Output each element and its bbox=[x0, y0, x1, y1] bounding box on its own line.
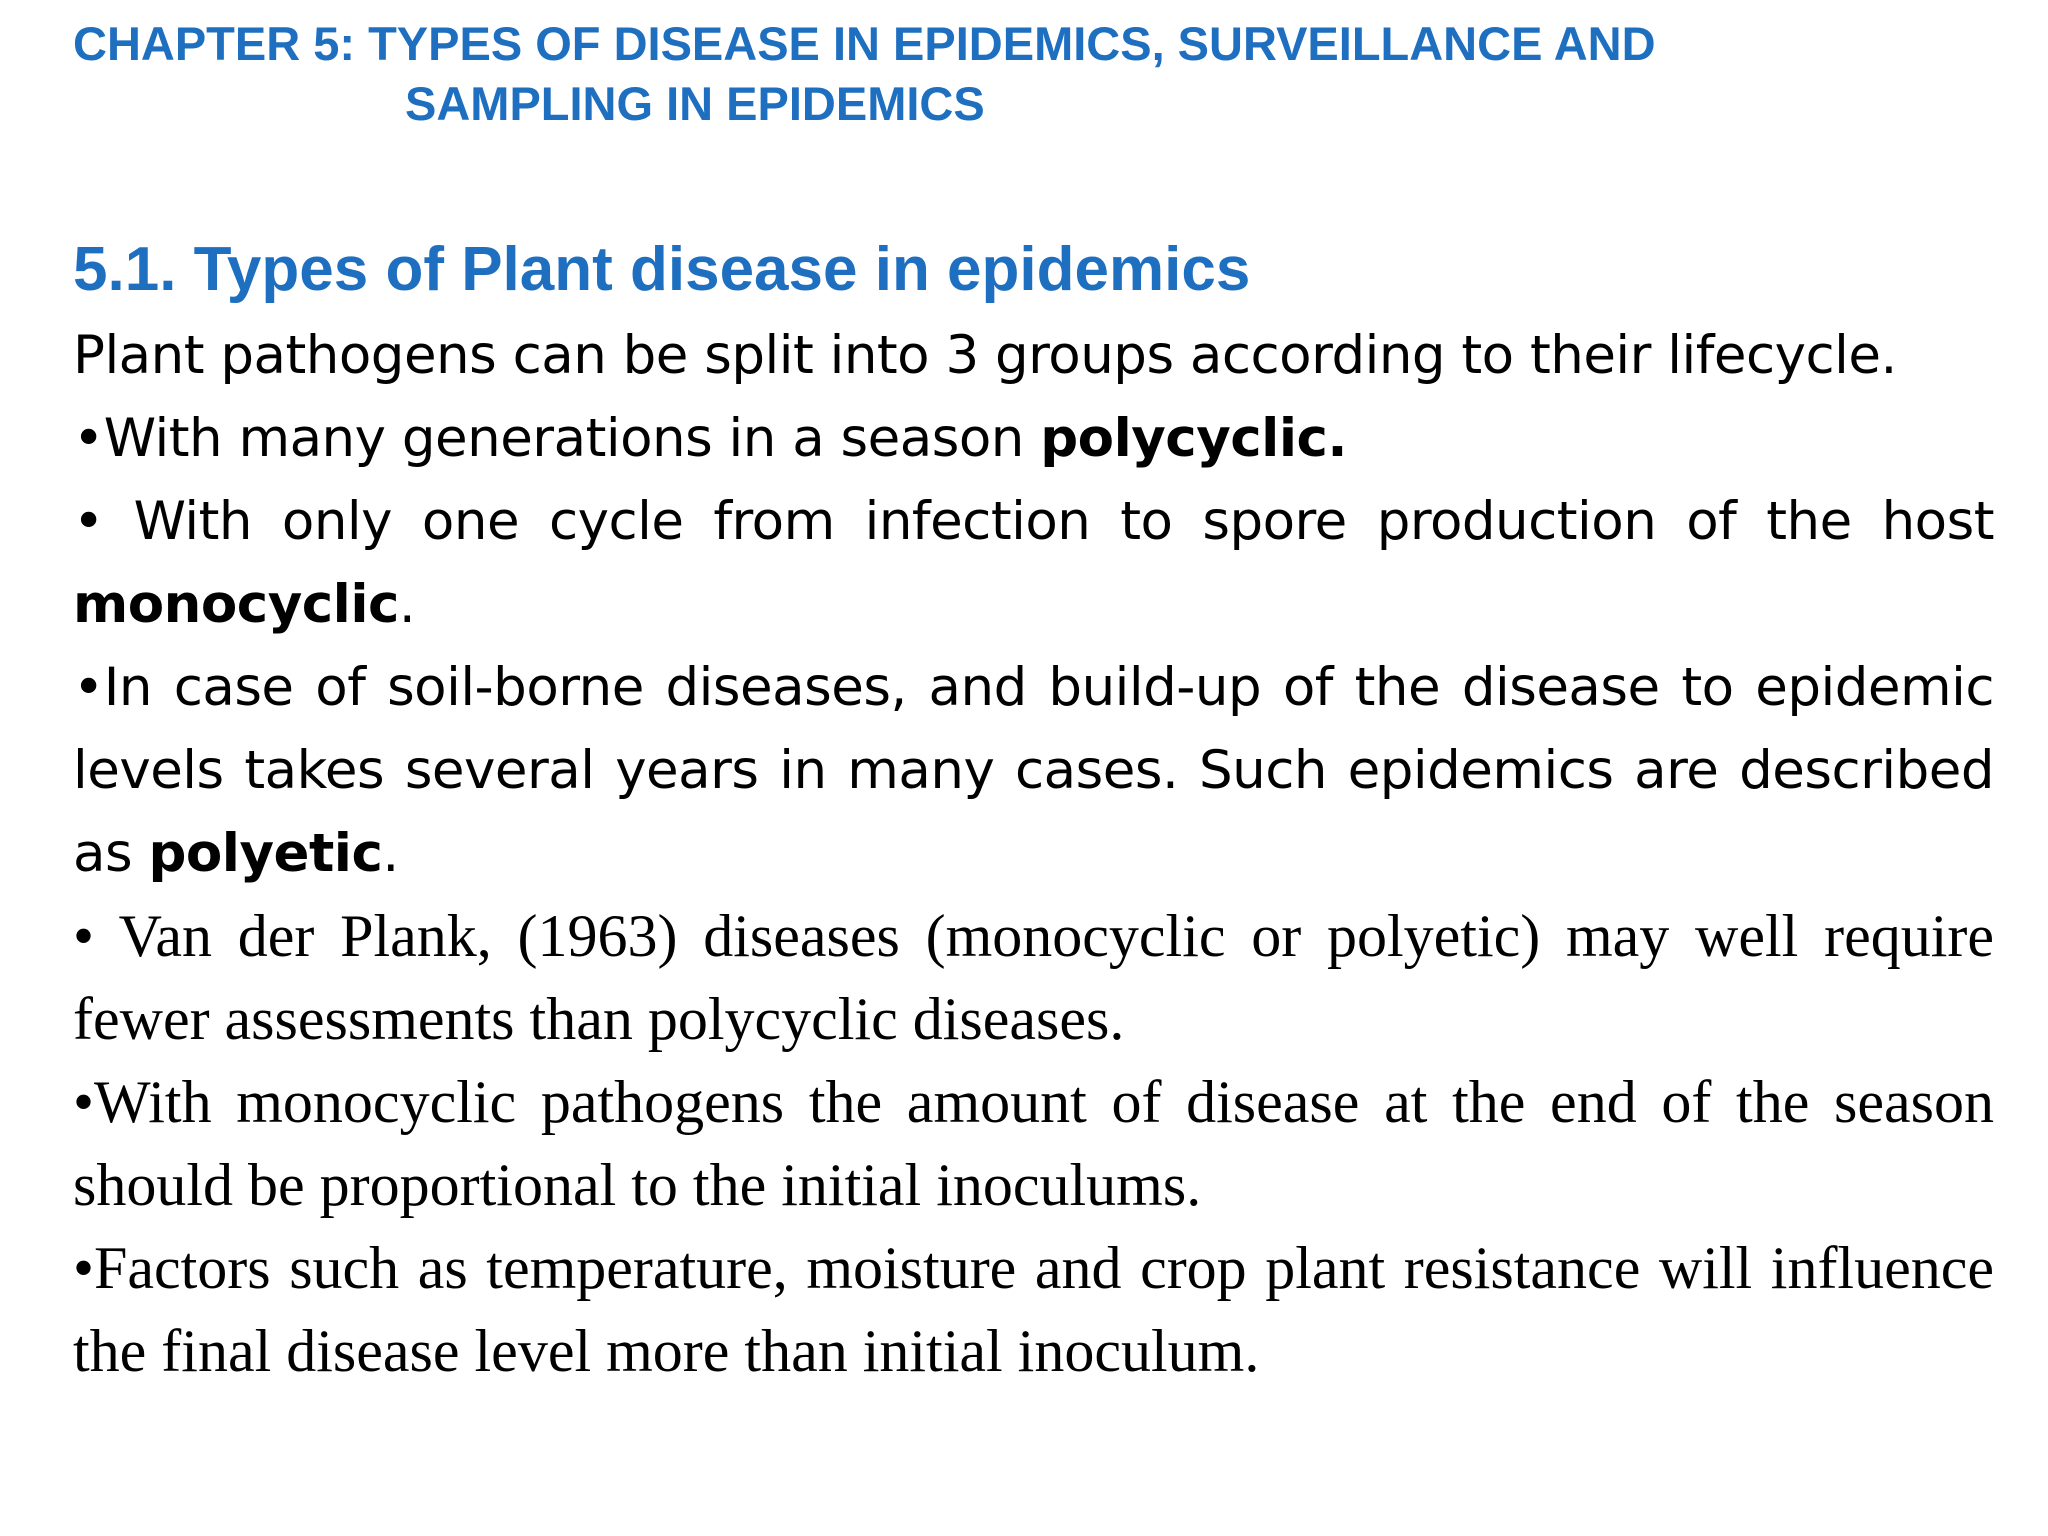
bullet-polycyclic bbox=[73, 397, 1994, 480]
chapter-title-line-2: SAMPLING IN EPIDEMICS bbox=[405, 77, 985, 130]
bullet-monocyclic-text: • With only one cycle from infection to spore production of the host bbox=[73, 491, 1994, 552]
term-monocyclic: monocyclic bbox=[73, 574, 399, 635]
bullet-polyetic bbox=[73, 646, 1994, 895]
term-polyetic: polyetic bbox=[148, 823, 383, 884]
bullet-factors: •Factors such as temperature, moisture and crop plant resistance will influence the final disease level more than initial inoculum. bbox=[73, 1235, 1994, 1384]
bullet-polyetic-text: •In case of soil-borne diseases, and build-up of the disease to epidemic levels takes several years in many cases. Such epidemics are described as bbox=[73, 657, 1994, 884]
chapter-title bbox=[73, 14, 1953, 134]
term-polycyclic: polycyclic. bbox=[1040, 408, 1348, 469]
bullet-monocyclic bbox=[73, 480, 1994, 646]
chapter-title-line-1: CHAPTER 5: TYPES OF DISEASE IN EPIDEMICS, SURVEILLANCE AND bbox=[73, 17, 1656, 70]
intro-paragraph: Plant pathogens can be split into 3 groups according to their lifecycle. bbox=[73, 325, 1897, 386]
bullet-polyetic-end: . bbox=[382, 823, 399, 884]
bullet-monocyclic-inoculum: •With monocyclic pathogens the amount of disease at the end of the season should be proportional to the initial inoculums. bbox=[73, 1069, 1994, 1218]
body-text bbox=[73, 314, 1994, 1393]
bullet-van-der-plank: • Van der Plank, (1963) diseases (monocyclic or polyetic) may well require fewer assessments than polycyclic diseases. bbox=[73, 903, 1994, 1052]
section-heading: 5.1. Types of Plant disease in epidemics bbox=[73, 235, 1251, 304]
bullet-monocyclic-end: . bbox=[398, 574, 416, 635]
bullet-polycyclic-text: •With many generations in a season bbox=[73, 408, 1041, 469]
